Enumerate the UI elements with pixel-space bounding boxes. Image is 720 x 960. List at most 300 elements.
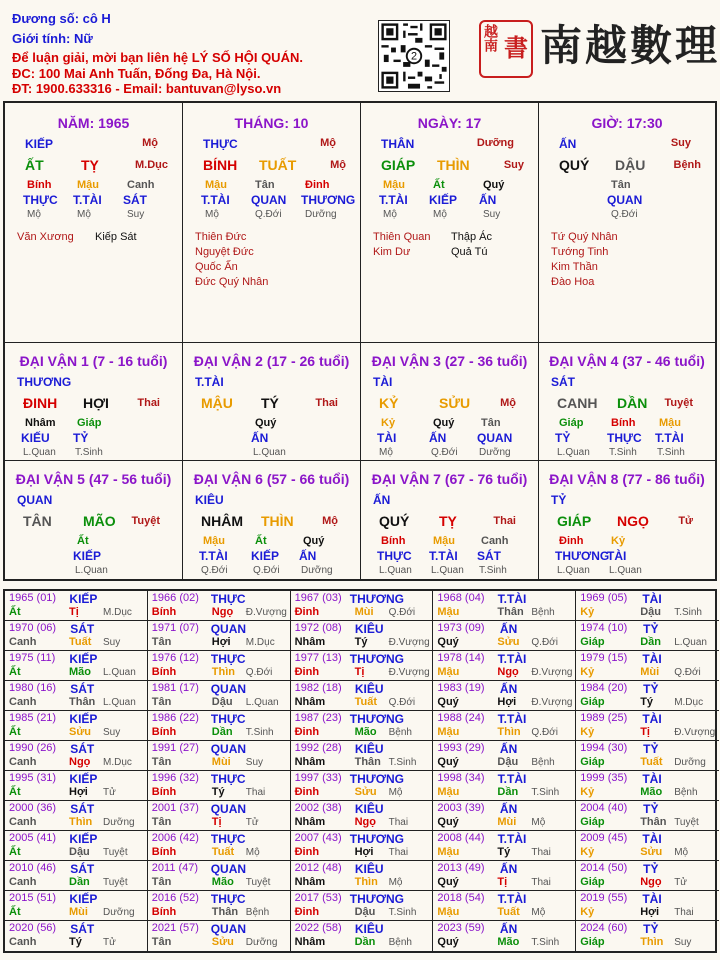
annual-can: Tân xyxy=(151,756,172,768)
hidden-god: QUAN xyxy=(251,193,287,207)
annual-god: T.TÀI xyxy=(497,652,527,666)
annual-god: TỶ xyxy=(643,682,659,696)
annual-god: KIẾP xyxy=(69,832,98,846)
annual-year: 2008 (44) xyxy=(437,832,485,844)
annual-cell xyxy=(433,921,576,951)
annual-year: 1969 (05) xyxy=(580,592,628,604)
pillar-title: NĂM: 1965 xyxy=(57,115,130,131)
annual-cell xyxy=(576,591,719,621)
hidden-stage: Q.Đới xyxy=(431,447,458,458)
dai-van-god: TỶ xyxy=(551,493,567,507)
annual-chi: Tị xyxy=(497,876,508,888)
annual-can: Bính xyxy=(151,846,177,858)
annual-god: TÀI xyxy=(642,772,662,786)
dai-van-cell xyxy=(5,343,183,461)
hidden-stage: L.Quan xyxy=(75,565,108,576)
dai-van-cell xyxy=(539,461,715,579)
dai-van-chi: TÝ xyxy=(261,395,279,411)
dai-van-chi: NGỌ xyxy=(617,513,649,529)
annual-can: Mậu xyxy=(437,786,460,798)
hidden-stem: Đinh xyxy=(559,535,584,547)
annual-stage: Bệnh xyxy=(531,607,555,618)
pillar-can: BÍNH xyxy=(203,157,238,173)
annual-god: THỰC xyxy=(210,832,246,846)
annual-cell xyxy=(291,891,434,921)
annual-chi: Tuất xyxy=(640,756,663,768)
annual-stage: L.Quan xyxy=(674,637,707,648)
annual-cell xyxy=(148,801,291,831)
annual-year: 2016 (52) xyxy=(151,892,199,904)
shen-sha-left: Kim Dư xyxy=(373,246,411,258)
annual-chi: Sửu xyxy=(354,786,377,798)
hidden-god: T.TÀI xyxy=(379,193,408,207)
annual-chi: Ngọ xyxy=(354,816,376,828)
shen-sha-left: Đào Hoa xyxy=(551,276,595,288)
contact-notice: Để luận giải, mời bạn liên hệ LÝ SỐ HỘI QUÁN. xyxy=(12,50,303,65)
annual-chi: Hợi xyxy=(211,636,231,648)
annual-can: Tân xyxy=(151,696,172,708)
contact-phone-email: ĐT: 1900.633316 - Email: bantuvan@lyso.vn xyxy=(12,81,282,96)
annual-year: 2005 (41) xyxy=(9,832,57,844)
annual-god: QUAN xyxy=(210,922,247,936)
annual-chi: Tý xyxy=(640,696,654,708)
hidden-stage: Q.Đới xyxy=(611,209,638,220)
hidden-god: T.TÀI xyxy=(73,193,102,207)
hidden-stem: Mậu xyxy=(205,179,227,191)
annual-cell xyxy=(576,681,719,711)
hidden-god: T.TÀI xyxy=(429,549,458,563)
annual-stage: Thai xyxy=(531,847,551,858)
annual-can: Mậu xyxy=(437,726,460,738)
dai-van-god: TÀI xyxy=(373,375,393,389)
hidden-god: SÁT xyxy=(123,193,147,207)
annual-god: THƯƠNG xyxy=(349,712,404,726)
annual-god: SÁT xyxy=(70,802,95,816)
annual-year: 1988 (24) xyxy=(437,712,485,724)
annual-cell xyxy=(433,681,576,711)
annual-chi: Thìn xyxy=(211,666,236,678)
pillar-cell xyxy=(183,103,361,343)
annual-year: 1989 (25) xyxy=(580,712,628,724)
dai-van-god: KIÊU xyxy=(195,493,224,507)
brand-logo-text: 南越數理 xyxy=(540,21,720,70)
annual-god: QUAN xyxy=(210,682,247,696)
annual-cell xyxy=(148,861,291,891)
hidden-stem: Mậu xyxy=(659,417,681,429)
annual-stage: Tử xyxy=(674,877,687,888)
pillar-status: Mộ xyxy=(330,159,346,171)
annual-chi: Dần xyxy=(211,726,233,738)
pillar-stage: Dưỡng xyxy=(476,137,514,149)
annual-chi: Mão xyxy=(354,726,377,738)
annual-god: KIẾP xyxy=(69,712,98,726)
dai-van-can: TÂN xyxy=(23,513,52,529)
hidden-god: SÁT xyxy=(477,549,501,563)
annual-can: Ất xyxy=(9,846,21,858)
annual-cell xyxy=(433,831,576,861)
annual-can: Kỷ xyxy=(580,846,595,858)
annual-stage: T.Sinh xyxy=(388,907,417,918)
annual-god: TÀI xyxy=(642,592,662,606)
hidden-stage: L.Quan xyxy=(431,565,464,576)
annual-chi: Sửu xyxy=(211,936,234,948)
annual-chi: Tuất xyxy=(69,636,92,648)
hidden-god: THỰC xyxy=(23,193,58,207)
annual-can: Quý xyxy=(437,816,459,828)
hidden-stem: Canh xyxy=(127,179,155,191)
hidden-god: QUAN xyxy=(477,431,513,445)
annual-stage: Thai xyxy=(245,787,266,798)
annual-year: 1984 (20) xyxy=(580,682,628,694)
annual-god: ẤN xyxy=(499,802,518,816)
annual-stage: T.Sinh xyxy=(245,727,274,738)
annual-god: TỶ xyxy=(643,922,659,936)
annual-stage: Tử xyxy=(103,787,116,798)
annual-god: KIÊU xyxy=(354,862,384,876)
annual-stage: Đ.Vượng xyxy=(674,727,716,738)
hidden-god: THỰC xyxy=(607,431,642,445)
annual-stage: L.Quan xyxy=(103,667,136,678)
dai-van-title: ĐẠI VẬN 3 (27 - 36 tuổi) xyxy=(371,353,528,369)
annual-cell xyxy=(576,801,719,831)
annual-year: 1983 (19) xyxy=(437,682,485,694)
pillar-cell xyxy=(5,103,183,343)
annual-chi: Mùi xyxy=(354,606,374,618)
annual-god: KIÊU xyxy=(354,802,384,816)
annual-cell xyxy=(5,801,148,831)
annual-stage: Bệnh xyxy=(674,787,698,798)
pillar-can: ẤT xyxy=(25,157,44,173)
hidden-stem: Bính xyxy=(27,179,52,191)
annual-stage: Suy xyxy=(674,937,692,948)
annual-year: 2020 (56) xyxy=(9,922,57,934)
annual-stage: Thai xyxy=(388,817,409,828)
annual-can: Đinh xyxy=(294,606,320,618)
annual-chi: Dậu xyxy=(354,906,376,918)
annual-stage: T.Sinh xyxy=(674,607,702,618)
annual-chi: Hợi xyxy=(69,786,88,798)
annual-chi: Tý xyxy=(497,846,511,858)
annual-chi: Hợi xyxy=(354,846,374,858)
annual-can: Bính xyxy=(151,606,177,618)
annual-stage: Đ.Vượng xyxy=(388,637,430,648)
hidden-god: ẤN xyxy=(429,431,447,445)
annual-year: 1973 (09) xyxy=(437,622,485,634)
hidden-stage: L.Quan xyxy=(253,447,286,458)
annual-year: 2000 (36) xyxy=(9,802,57,814)
annual-cell xyxy=(576,711,719,741)
shen-sha-left: Nguyệt Đức xyxy=(195,246,254,258)
annual-cell xyxy=(576,891,719,921)
annual-can: Ất xyxy=(9,726,21,738)
annual-stage: Mộ xyxy=(245,847,260,858)
annual-stage: Bệnh xyxy=(531,757,555,768)
annual-stage: Q.Đới xyxy=(531,727,558,738)
hidden-stage: L.Quan xyxy=(557,447,590,458)
dai-van-chi: MÃO xyxy=(83,513,116,529)
dai-van-status: Tử xyxy=(678,515,693,527)
annual-year: 1970 (06) xyxy=(9,622,57,634)
annual-cell xyxy=(5,741,148,771)
hidden-stage: Q.Đới xyxy=(255,209,282,220)
annual-can: Quý xyxy=(437,756,459,768)
dai-van-status: Thai xyxy=(137,397,160,409)
annual-cell xyxy=(148,681,291,711)
hidden-stem: Bính xyxy=(381,535,406,547)
pillar-can: GIÁP xyxy=(381,157,416,173)
annual-chi: Tuất xyxy=(354,696,377,708)
annual-god: KIÊU xyxy=(354,922,384,936)
annual-chi: Tuất xyxy=(497,906,520,918)
dai-van-title: ĐẠI VẬN 2 (17 - 26 tuổi) xyxy=(193,353,350,369)
annual-year: 1975 (11) xyxy=(9,652,56,664)
annual-god: T.TÀI xyxy=(497,712,527,726)
annual-god: KIẾP xyxy=(69,592,98,606)
annual-stage: Mộ xyxy=(388,787,403,798)
hidden-stem: Giáp xyxy=(559,417,584,429)
hidden-god: TỶ xyxy=(73,431,89,445)
annual-god: KIÊU xyxy=(354,742,384,756)
annual-year: 1976 (12) xyxy=(151,652,199,664)
annual-stage: M.Dục xyxy=(674,697,704,708)
annual-god: SÁT xyxy=(70,682,95,696)
annual-can: Nhâm xyxy=(294,816,326,828)
annual-chi: Dậu xyxy=(211,696,233,708)
annual-chi: Hợi xyxy=(497,696,517,708)
dai-van-god: QUAN xyxy=(17,493,53,507)
annual-year: 1972 (08) xyxy=(294,622,342,634)
annual-chi: Mão xyxy=(640,786,663,798)
annual-year: 1977 (13) xyxy=(294,652,342,664)
dai-van-title: ĐẠI VẬN 8 (77 - 86 tuổi) xyxy=(549,471,705,487)
annual-year: 2011 (47) xyxy=(151,862,199,874)
annual-chi: Mùi xyxy=(211,756,231,768)
hidden-stem: Bính xyxy=(611,417,636,429)
shen-sha-left: Kim Thần xyxy=(551,261,598,273)
annual-chi: Thìn xyxy=(640,936,664,948)
hidden-god: KIẾP xyxy=(251,549,280,563)
shen-sha-left: Đức Quý Nhân xyxy=(195,276,269,288)
hidden-stem: Giáp xyxy=(77,417,102,429)
annual-cell xyxy=(433,801,576,831)
annual-god: THƯƠNG xyxy=(349,892,404,906)
hidden-god: KIẾP xyxy=(73,549,102,563)
annual-stage: Bệnh xyxy=(388,937,412,948)
annual-can: Kỷ xyxy=(580,786,595,798)
annual-cell xyxy=(291,771,434,801)
annual-can: Giáp xyxy=(580,876,605,888)
annual-god: QUAN xyxy=(210,802,247,816)
annual-chi: Thân xyxy=(497,606,524,618)
pillar-can: QUÝ xyxy=(559,157,590,173)
annual-cell xyxy=(148,771,291,801)
annual-cell xyxy=(291,621,434,651)
hidden-stage: Mộ xyxy=(379,447,393,458)
annual-stage: Thai xyxy=(388,847,409,858)
annual-year: 1986 (22) xyxy=(151,712,199,724)
shen-sha-right: Thập Ác xyxy=(451,231,492,243)
annual-god: THỰC xyxy=(210,772,246,786)
annual-god: KIẾP xyxy=(69,652,98,666)
annual-chi: Thìn xyxy=(69,816,93,828)
annual-cell xyxy=(5,771,148,801)
annual-can: Kỷ xyxy=(580,606,595,618)
annual-chi: Dần xyxy=(640,636,661,648)
annual-god: TÀI xyxy=(642,832,662,846)
annual-cell xyxy=(5,861,148,891)
annual-god: ẤN xyxy=(499,922,518,936)
annual-year: 1967 (03) xyxy=(294,592,342,604)
annual-chi: Tuất xyxy=(211,846,235,858)
annual-god: TỶ xyxy=(643,622,659,636)
hidden-stage: Suy xyxy=(127,209,145,220)
annual-chi: Dần xyxy=(497,786,519,798)
annual-can: Mậu xyxy=(437,666,460,678)
annual-god: KIÊU xyxy=(354,682,384,696)
annual-god: TÀI xyxy=(642,892,662,906)
annual-cell xyxy=(576,621,719,651)
annual-stage: Bệnh xyxy=(245,907,270,918)
annual-year: 1982 (18) xyxy=(294,682,342,694)
annual-god: T.TÀI xyxy=(497,892,527,906)
hidden-god: ẤN xyxy=(479,193,497,207)
annual-god: THỰC xyxy=(210,592,246,606)
annual-chi: Tị xyxy=(640,726,650,738)
annual-year: 2017 (53) xyxy=(294,892,342,904)
shen-sha-right: Kiếp Sát xyxy=(95,231,137,243)
shen-sha-left: Thiên Đức xyxy=(195,231,247,243)
annual-cell xyxy=(5,921,148,951)
annual-god: SÁT xyxy=(70,862,95,876)
pillar-status: Suy xyxy=(503,159,524,171)
dai-van-title: ĐẠI VẬN 7 (67 - 76 tuổi) xyxy=(371,471,528,487)
annual-can: Tân xyxy=(151,936,172,948)
annual-stage: Q.Đới xyxy=(388,697,416,708)
annual-god: TỶ xyxy=(643,862,659,876)
annual-cell xyxy=(433,651,576,681)
annual-cell xyxy=(576,921,719,951)
hidden-stem: Đinh xyxy=(305,179,330,191)
hidden-stage: Dưỡng xyxy=(305,209,337,220)
annual-can: Mậu xyxy=(437,846,460,858)
dai-van-god: T.TÀI xyxy=(195,375,224,389)
annual-year: 2015 (51) xyxy=(9,892,57,904)
shen-sha-left: Thiên Quan xyxy=(373,231,431,243)
annual-chi: Mùi xyxy=(69,906,88,918)
dai-van-chi: THÌN xyxy=(261,513,294,529)
annual-can: Canh xyxy=(9,816,37,828)
hidden-god: THƯƠNG xyxy=(555,549,610,563)
annual-year: 1966 (02) xyxy=(151,592,199,604)
annual-can: Ất xyxy=(9,906,21,918)
annual-cell xyxy=(148,891,291,921)
annual-chi: Dậu xyxy=(640,606,661,618)
hidden-stem: Ất xyxy=(255,535,267,547)
annual-can: Bính xyxy=(151,726,177,738)
annual-cell xyxy=(5,891,148,921)
annual-stage: Dưỡng xyxy=(103,817,135,828)
dai-van-can: CANH xyxy=(557,395,598,411)
hidden-stem: Nhâm xyxy=(25,417,56,429)
pillar-title: NGÀY: 17 xyxy=(417,115,482,131)
dai-van-can: KỶ xyxy=(379,395,399,411)
annual-year: 1992 (28) xyxy=(294,742,342,754)
dai-van-can: ĐINH xyxy=(23,395,58,411)
dai-van-can: NHÂM xyxy=(201,513,243,529)
dai-van-cell xyxy=(183,343,361,461)
annual-can: Bính xyxy=(151,906,177,918)
annual-chi: Sửu xyxy=(69,726,92,738)
annual-year: 1994 (30) xyxy=(580,742,628,754)
annual-stage: M.Dục xyxy=(103,757,132,768)
hidden-stage: L.Quan xyxy=(23,447,56,458)
annual-luck-table xyxy=(3,589,717,953)
annual-can: Tân xyxy=(151,816,172,828)
annual-cell xyxy=(433,741,576,771)
hidden-god: T.TÀI xyxy=(199,549,228,563)
annual-stage: Tuyệt xyxy=(674,817,699,828)
annual-stage: Đ.Vượng xyxy=(388,667,430,678)
annual-chi: Mùi xyxy=(640,666,660,678)
annual-year: 1985 (21) xyxy=(9,712,57,724)
annual-year: 1968 (04) xyxy=(437,592,485,604)
dai-van-title: ĐẠI VẬN 5 (47 - 56 tuổi) xyxy=(15,471,172,487)
annual-stage: T.Sinh xyxy=(388,757,417,768)
subject-gender: Giới tính: Nữ xyxy=(12,31,93,46)
annual-stage: Đ.Vượng xyxy=(531,697,573,708)
hidden-god: ẤN xyxy=(251,431,269,445)
annual-can: Mậu xyxy=(437,906,460,918)
dai-van-title: ĐẠI VẬN 6 (57 - 66 tuổi) xyxy=(193,471,350,487)
annual-chi: Ngọ xyxy=(211,606,234,618)
svg-text:2: 2 xyxy=(410,50,418,63)
annual-can: Canh xyxy=(9,696,37,708)
annual-can: Đinh xyxy=(294,726,320,738)
hidden-stem: Mậu xyxy=(203,535,225,547)
annual-chi: Sửu xyxy=(497,636,520,648)
annual-god: ẤN xyxy=(499,742,518,756)
seal-text-right: 書 xyxy=(504,33,528,62)
annual-chi: Thân xyxy=(211,906,239,918)
hidden-stem: Mậu xyxy=(383,179,405,191)
annual-can: Kỷ xyxy=(580,666,595,678)
annual-year: 1979 (15) xyxy=(580,652,628,664)
annual-stage: Đ.Vượng xyxy=(531,667,573,678)
pillar-god-star: THỰC xyxy=(203,137,238,151)
annual-year: 2019 (55) xyxy=(580,892,628,904)
hidden-god: TÀI xyxy=(377,431,397,445)
seal-text-left: 越南 xyxy=(482,24,498,52)
shen-sha-left: Tứ Quý Nhân xyxy=(551,231,618,243)
dai-van-status: Thai xyxy=(315,397,338,409)
annual-year: 2013 (49) xyxy=(437,862,485,874)
hidden-god: T.TÀI xyxy=(201,193,230,207)
annual-can: Đinh xyxy=(294,666,320,678)
hidden-stem: Mậu xyxy=(433,535,455,547)
annual-chi: Hợi xyxy=(640,906,660,918)
pillar-stage: Mộ xyxy=(320,137,336,149)
annual-god: QUAN xyxy=(210,742,247,756)
annual-stage: Đ.Vượng xyxy=(245,607,287,618)
annual-stage: L.Quan xyxy=(103,697,136,708)
annual-stage: Mộ xyxy=(531,907,546,918)
dai-van-god: SÁT xyxy=(551,375,575,389)
annual-stage: Tuyệt xyxy=(103,847,128,858)
annual-cell xyxy=(433,711,576,741)
contact-address: ĐC: 100 Mai Anh Tuấn, Đống Đa, Hà Nội. xyxy=(12,66,261,81)
annual-cell xyxy=(576,831,719,861)
annual-can: Ất xyxy=(9,606,21,618)
